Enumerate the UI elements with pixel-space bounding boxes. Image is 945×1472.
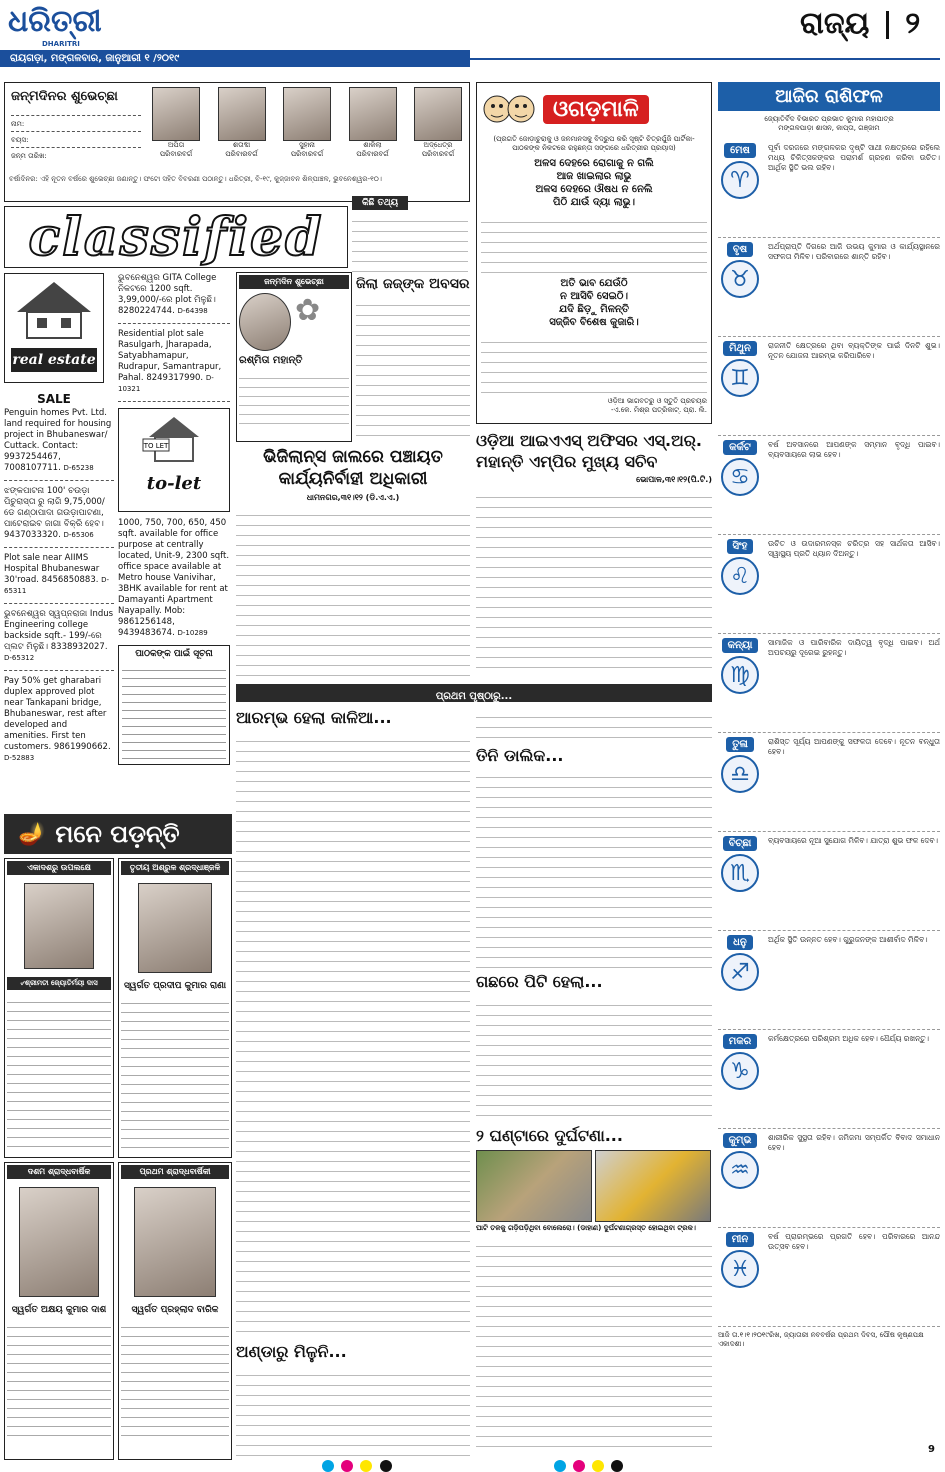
ad-item: Residential plot sale Rasulgarh, Jharapada, Satyabhamapur, Rudrapur, Samantrapur, Pahal. 8249317990. D-10321 [118, 329, 222, 393]
rashi-name: ମେଷ [724, 143, 756, 158]
gachhare-headline: ଗଛରେ ପିଟି ହେଲା... [476, 972, 603, 991]
cyan-dot [554, 1460, 566, 1472]
zilla-judge-story [356, 276, 470, 442]
fish-icon: ♓ [721, 1250, 759, 1288]
birthday-title: ଜନ୍ମଦିନର ଶୁଭେଚ୍ଛା [11, 89, 118, 104]
flower-icon: ✿ [295, 293, 321, 328]
rashi-name: କୁମ୍ଭ [723, 1133, 758, 1148]
ad-item: Pay 50% get gharabari duplex approved plot near Tankapani bridge, Bhubaneswar, rest after developed and amenities. First ten customers. 9861990662. D-52883 [4, 676, 111, 762]
cartoon-box [476, 82, 712, 424]
cartoon-title: ଓଗଡ଼ମାଳି [543, 95, 649, 124]
horoscope-title: ଆଜିର ରାଶିଫଳ [718, 82, 940, 111]
ias-dateline: ଭୋପାଳ,୩୧।୧୨(ପି.ଟି.) [636, 475, 712, 484]
rashi-text: ରାଜନୀତି କ୍ଷେତ୍ରରେ ଥିବା ବ୍ୟକ୍ତିଙ୍କ ପାଇଁ ଦିନଟି ଶୁଭ। ନୂତନ ଯୋଜନା ଆରମ୍ଭ କରିପାରିବେ। [768, 341, 940, 361]
page-number: ୨ [905, 6, 921, 41]
obituary-name: ୰ଶ୍ରୀମତୀ ଜ୍ୟୋତିର୍ମୟୀ ଦାସ [7, 977, 111, 990]
rashi-entry [718, 139, 940, 238]
rashi-text: ଅର୍ଥପ୍ରାପ୍ତି ଦିଗରେ ଆଜି ଉଭୟ କୁମାର ଓ କାର୍ଯ୍ୟସ୍ଥାନରେ ସଫଳତା ମିଳିବ। ପରିବାରରେ ଶାନ୍ତି ରହିବ। [768, 242, 940, 262]
rashi-entry [718, 238, 940, 337]
rashi-entry [718, 535, 940, 634]
rashi-text: ବର୍ଷ ପ୍ରାରମ୍ଭରେ ପ୍ରଗତି ହେବ। ପରିବାରରେ ଆନନ୍ଦ ଉତ୍ସବ ହେବ। [768, 1232, 940, 1252]
rashi-entry [718, 931, 940, 1030]
archer-icon: ♐ [721, 953, 759, 991]
rashi-text: ସାମାଜିକ ଓ ପାରିବାରିକ ଦାୟିତ୍ୱ ବୃଦ୍ଧି ପାଇବ। ଅର୍ଥ ଅପଚୟରୁ ଦୂରେଇ ରୁହନ୍ତୁ। [768, 638, 940, 658]
ias-headline: ଓଡ଼ିଆ ଆଇଏଏସ୍ ଅଫିସର ଏସ୍.ଅର୍. ମହାନ୍ତି ଏମ୍ପିର ମୁଖ୍ୟ ସଚିବ [476, 431, 702, 471]
cartoon-faces-icon [481, 87, 537, 131]
photo-caption: ଘାଟି ତଳକୁ ଗଡ଼ିପଡ଼ିଥିବା ବୋଲେରୋ। (ଡାହାଣ) ଦୁର୍ଘଟଣାଗ୍ରସ୍ତ ହୋଇଥିବା ଟ୍ରକ। [476, 1224, 696, 1232]
obituary-head: ପ୍ରଥମ ଶ୍ରାଦ୍ଧବାର୍ଷିକୀ [121, 1165, 229, 1179]
cyan-dot [322, 1460, 334, 1472]
horoscope-footer: ଆଜି ତା.୧।୧।୨୦୧୯ରିଖ, ଜ୍ୟାତାରୀ ନବବର୍ଷର ପ୍ରଥମ ଦିବସ, ପୌଷ କୃଷ୍ଣପକ୍ଷ ଏକାଦଶୀ। [718, 1331, 924, 1348]
greeting-name: ରଶ୍ମିତା ମହାନ୍ତି [239, 355, 303, 366]
rashi-text: ବ୍ୟବସାୟରେ ନୂଆ ସୁଯୋଗ ମିଳିବ। ଯାତ୍ରା ଶୁଭ ଫଳ ଦେବ। [768, 836, 939, 845]
greeting-ad [236, 272, 352, 442]
horoscope-subtitle-2: ମଙ୍ଗଳପାଡ଼ା ଶାସନ, କାପ୍ତା, ଗଞ୍ଜାମ [778, 124, 880, 132]
obituary-ad [118, 858, 232, 1158]
continued-banner [236, 684, 712, 702]
birthday-person: ଶତାବ୍ଦୀ ପରିବାରବର୍ଗ [213, 87, 271, 165]
cartoon-intro: (ପ୍ରଗତି ଜୋଡ଼ାଚୁରାକୁ ଓ ଜନମାନସକୁ ବିଦ୍ରୁପ କରି ସୃଷ୍ଟି ଚିତ୍ରପୁଁଜି ପାର୍ଟିକା-ପାଠକଙ୍କ ନିକଟରେ ରହୁଛନ୍ତା ସଙ୍ଗରେ ଧରିତ୍ରୀର ପ୍ରୟାସ) [493, 135, 695, 152]
remembrance-title: ମନେ ପଡ଼ନ୍ତି [55, 820, 180, 848]
birthday-photos [147, 87, 467, 165]
aarambha-headline: ଆରମ୍ଭ ହେଲା କାଳିଆ... [236, 708, 392, 727]
color-registration [321, 1457, 392, 1472]
rashi-entry [718, 436, 940, 535]
water-bearer-icon: ♒ [721, 1151, 759, 1189]
classified-banner [4, 206, 348, 268]
classified-title: classified [28, 206, 324, 268]
virgo-icon: ♍ [721, 656, 759, 694]
rashi-entry [718, 1030, 940, 1129]
rashi-name: କନ୍ୟା [722, 638, 759, 653]
rashi-name: ସିଂହ [727, 539, 754, 554]
obituary-name: ସ୍ୱର୍ଗତ ପ୍ରହ୍ଲାଦ ବାରିକ [131, 1305, 219, 1315]
zilla-headline: ଜିଲା ଜଜ୍ଙ୍କ ଅବସର [356, 276, 470, 292]
reader-notice-title: ପାଠକଙ୍କ ପାଇଁ ସୂଚନା [135, 649, 213, 659]
birthday-form [11, 115, 141, 163]
form-dob: ଜନ୍ମ ତାରିଖ: [11, 147, 141, 163]
athara-headline: ଅଣ୍ଡାରୁ ମିଳୁନି... [236, 1342, 347, 1361]
person-photo [414, 87, 462, 141]
section-name: ରାଜ୍ୟ [800, 6, 870, 41]
obituary-ad [4, 858, 114, 1158]
masthead-logo-sub: DHARITRI [42, 40, 80, 48]
bull-icon: ♉ [721, 260, 759, 298]
remembrance-banner [4, 814, 232, 854]
tini-story [476, 708, 712, 968]
to-let-sign-icon [139, 409, 209, 469]
magenta-dot [573, 1460, 585, 1472]
rashi-entry [718, 1129, 940, 1228]
gachhare-story [476, 972, 712, 1122]
house-icon [5, 274, 103, 344]
rashi-text: ପୂର୍ବା ଦରଜରେ ମଙ୍ଗଳକର ଦୃଷ୍ଟି ସାଥୀ ନକ୍ଷତ୍ରରେ ରହିଲେ ମଧ୍ୟ ଚିକିତ୍ସକଙ୍କର ପରାମର୍ଶ ଗ୍ରହଣ କରିବା ଉଚିତ। ଆର୍ଥିକ ସ୍ଥିତି ଭଲ ରହିବ। [768, 143, 940, 173]
rashi-name: ମକର [723, 1034, 757, 1049]
obituary-photo [134, 1187, 216, 1297]
person-photo [218, 87, 266, 141]
obituary-name: ସ୍ୱର୍ଗତ ଅକ୍ଷୟ କୁମାର ଦାଶ [11, 1305, 107, 1315]
scales-icon: ♎ [721, 755, 759, 793]
scorpion-icon: ♏ [721, 854, 759, 892]
to-let-label: to-let [146, 473, 202, 494]
greeting-title: ଜନ୍ମଦିନ ଶୁଭେଚ୍ଛା [239, 275, 349, 289]
ads-right-column [118, 273, 230, 765]
kichhi-tathya-box [352, 190, 468, 270]
obituary-name: ସ୍ୱର୍ଗତ ପ୍ରଦୀପ କୁମାର ରାଣା [123, 981, 227, 991]
duighanta-story [476, 1126, 712, 1460]
vigilance-headline: ଭିଜିଲାନ୍ସ ଜାଲରେ ପଞ୍ଚାୟତ କାର୍ଯ୍ୟନିର୍ବାହୀ ଅଧିକାରୀ [263, 447, 443, 489]
goat-icon: ♑ [721, 1052, 759, 1090]
signs-list [718, 139, 940, 1327]
obituary-head: ଏକାଦଶରୁ ଉପଲକ୍ଷେ [7, 861, 111, 875]
ad-item: ଝଙ୍କପାଟନା 100' ଚଉଡ଼ା ପିଚୁରାସ୍ତା ରୁ ଲାଗି 9,75,000/ଡେ ଗଣ୍ଠାପାଦା ଗଉଡ଼ାପାଟଣା, ପାଟେରାଇବ ଜାଗା ବିକ୍ରି ହେବ। 9437033320. D-65306 [4, 486, 105, 540]
rashi-entry [718, 337, 940, 436]
real-estate-label: real estate [11, 348, 97, 372]
obituary-head: ତୃତୀୟ ଅଶ୍ରୁଳ ଶ୍ରଦ୍ଧାଞ୍ଜଳି [121, 861, 229, 875]
obituary-photo [19, 1187, 99, 1297]
vigilance-story [236, 446, 470, 678]
obituary-ad [118, 1162, 232, 1460]
reader-notice [118, 645, 230, 765]
accident-photo-1 [476, 1150, 592, 1222]
accident-photo-2 [595, 1150, 711, 1222]
greeting-photo [239, 293, 291, 351]
person-photo [152, 87, 200, 141]
magenta-dot [341, 1460, 353, 1472]
rashi-name: ମୀନ [726, 1232, 755, 1247]
birthday-note: ବର୍ଷାଦିନର: ଏହି ନୂତନ ବର୍ଷରେ ଶୁଭେଚ୍ଛା ଜଣାନ୍ତୁ। ଫଟୋ ସହିତ ବିବରଣୀ ପଠାନ୍ତୁ। ଧରିତ୍ରୀ, ବି-୧୯, କୁଜ୍ଜାବନ ଶିଳ୍ପାଞ୍ଚଳ, ଭୁବନେଶ୍ୱର-୧୦। [9, 175, 382, 183]
horoscope-subtitle: ଜ୍ୟୋତିର୍ବିଦ ବିଭାରତ ପ୍ରଭାତ କୁମାର ମହାପାତ୍ର [764, 115, 894, 123]
black-dot [611, 1460, 623, 1472]
birthday-person: ଶାକିଲା ପରିବାରବର୍ଗ [344, 87, 402, 165]
lamp-icon: 🪔 [18, 821, 46, 847]
rashi-text: ଅର୍ଥିକ ସ୍ଥିତି ଉନ୍ନତ ହେବ। ଗୁରୁଜନଙ୍କ ଆଶୀର୍ବାଦ ମିଳିବ। [768, 935, 928, 944]
rashi-name: ଧନୁ [727, 935, 753, 950]
yellow-dot [592, 1460, 604, 1472]
kichhi-tathya-label: କିଛି ତଥ୍ୟ [352, 196, 408, 210]
rashi-text: ବର୍ଷ ଅବସାନରେ ଆପଣଙ୍କ ସମ୍ମାନ ବୃଦ୍ଧି ପାଇବ। ବ୍ୟବସାୟରେ ଲାଭ ହେବ। [768, 440, 940, 460]
ad-item: Penguin homes Pvt. Ltd. land required for housing project in Bhubaneswar/ Cuttack. Contact: 9937254467, 7008107711. D-65238 [4, 408, 112, 473]
person-photo [283, 87, 331, 141]
sale-label: SALE [37, 392, 71, 406]
rashi-text: ଉଚିତ ଓ ଉଦାରମନସ୍କ ଚରିତ୍ର ସହ ସାର୍ଥକତା ଆସିବ। ସ୍ୱାସ୍ଥ୍ୟ ପ୍ରତି ଧ୍ୟାନ ଦିଅନ୍ତୁ। [768, 539, 940, 559]
ad-item: Plot sale near AIIMS Hospital Bhubaneswar 30'road. 8456850883. D-65311 [4, 553, 110, 595]
ad-item: ଭୁବନେଶ୍ୱର GITA College ନିକଟରେ 1200 sqft. 3,99,000/-ରେ plot ମିଳୁଛି। 8280224744. D-64398 [118, 273, 217, 316]
horoscope-column [718, 82, 940, 1442]
rashi-name: ତୁଳା [726, 737, 754, 752]
continued-label: ପ୍ରଥମ ପୃଷ୍ଠାରୁ... [435, 691, 513, 702]
footer-page-number: 9 [928, 1444, 935, 1455]
ad-item: ଭୁବନେଶ୍ୱର ସ୍ୱପ୍ନରାଜା Indus Engineering college backside sqft.- 199/-ରେ ପ୍ଲଟ ମିଳୁଛି। 8338932027. D-65312 [4, 609, 114, 662]
vigilance-dateline: ଧାମନଗର,୩୧।୧୨ (ଡି.ଏ.ଏ.) [306, 493, 400, 502]
ram-icon: ♈ [721, 161, 759, 199]
rashi-text: ରାଶିସ୍ତ ସୂର୍ଯ୍ୟ ଆପଣଙ୍କୁ ସଫଳତା ଦେବେ। ନୂତନ ବନ୍ଧୁତା ହେବ। [768, 737, 940, 757]
header-rule [470, 58, 940, 60]
dateline: ରାୟଗଡ଼ା, ମଙ୍ଗଳବାର, ଜାନୁଆରୀ ୧ /୨୦୧୯ [0, 50, 470, 67]
rashi-name: ମିଥୁନ [723, 341, 757, 356]
page-footer [0, 1460, 945, 1472]
crab-icon: ♋ [721, 458, 759, 496]
verse-1: ଅଳସ ଦେହରେ ରୋଗାକୁ ନ ଗଲି ଆଜ ଖାଇଲାର ଲାଭୁ ଅଳସ ଦେହରେ ଔଷଧ ନ ନେଲି ପିଠି ଯାଉଁ ଦ୍ୟା ଲାଭୁ। [534, 158, 654, 208]
rashi-entry [718, 1228, 940, 1327]
svg-text:TO LET: TO LET [143, 442, 169, 450]
masthead-logo: ଧରିତ୍ରୀ [8, 4, 102, 39]
birthday-person: ସୁହାନା ପରିବାରବର୍ଗ [278, 87, 336, 165]
ias-story [476, 430, 712, 678]
aarambha-story [236, 708, 470, 1338]
rashi-entry [718, 634, 940, 733]
twins-icon: ♊ [721, 359, 759, 397]
rashi-name: ବିଚ୍ଛା [723, 836, 758, 851]
duighanta-headline: ୨ ଘଣ୍ଟାରେ ଦୁର୍ଘଟଣା... [476, 1126, 623, 1145]
obituary-photo [24, 883, 94, 969]
athara-story [236, 1342, 470, 1460]
rashi-text: ଶାରୀରିକ ସୁସ୍ଥତା ରହିବ। ଜମିଜମା ସମ୍ପର୍କିତ ବିବାଦ ସମାଧାନ ହେବ। [768, 1133, 940, 1153]
birthday-person: ଅଦ୍ଧେତ୍ର ପରିବାରବର୍ଗ [409, 87, 467, 165]
black-dot [380, 1460, 392, 1472]
ad-item: 1000, 750, 700, 650, 450 sqft. available for office purpose at centrally located, Unit-9, 2300 sqft. office space available at Metro house Vanivihar, 3BHK available for rent at Damayanti Apartment Nayapally. Mob: 9861256148, 9439483674. D-10289 [118, 518, 230, 638]
real-estate-tile [4, 273, 104, 383]
masthead [0, 0, 945, 70]
yellow-dot [360, 1460, 372, 1472]
obituary-head: ଦଶମ ଶ୍ରାଦ୍ଧବାର୍ଷିକ [7, 1165, 111, 1179]
person-photo [349, 87, 397, 141]
cartoon-sign-1: ଓଡ଼ିଆ ଭାଗବତରୁ ଓ ସ୍ତୁତି ପ୍ରଚୟର [607, 397, 707, 405]
form-age: ବୟସ: [11, 131, 141, 147]
lion-icon: ♌ [721, 557, 759, 595]
obituary-photo [138, 883, 212, 973]
to-let-tile [118, 408, 230, 512]
rashi-entry [718, 832, 940, 931]
cartoon-sign-2: -ଏ.କେ. ମିଶ୍ର ପତ୍ରିକାଟ୍‌. ପ୍ରା. ଲି. [611, 406, 707, 414]
form-name: ନାମ: [11, 115, 141, 131]
tini-headline: ତିନି ଡାଲିକ... [476, 746, 564, 765]
rashi-text: କର୍ମକ୍ଷେତ୍ରରେ ପରିଶ୍ରମ ଅଧିକ ହେବ। ଧୈର୍ଯ୍ୟ ରଖନ୍ତୁ। [768, 1034, 929, 1043]
rashi-entry [718, 733, 940, 832]
obituary-ad [4, 1162, 114, 1460]
ads-left-column [4, 408, 114, 770]
birthday-person: ଅପିତା ପରିବାରବର୍ଗ [147, 87, 205, 165]
verse-2: ଅତି ଭାବ ଯେଉଁଠି ନ ଆସିବି ସେଇଠି। ଯଦି ଛିଡ଼ୁ ମିଳନ୍ତି ସଜ୍ଜିବ ବିଶେଷ କୁଜାରି। [549, 278, 639, 328]
rashi-name: ବୃଷ [727, 242, 753, 257]
birthday-box [4, 82, 470, 202]
section-title [800, 6, 920, 41]
rashi-name: କର୍କଟ [723, 440, 757, 455]
color-registration [553, 1457, 624, 1472]
